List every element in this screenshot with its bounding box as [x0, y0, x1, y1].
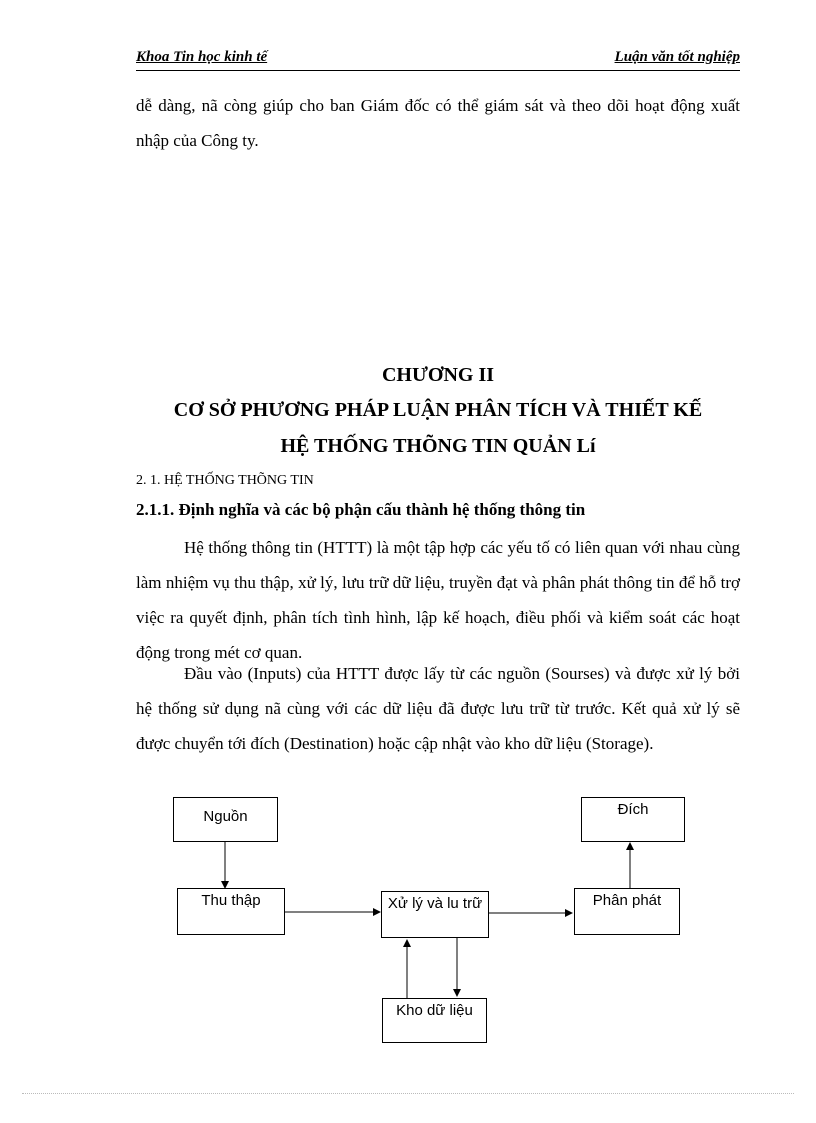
section-heading: 2. 1. HỆ THỐNG THÕNG TIN [136, 473, 314, 488]
box-source-label: Nguồn [203, 808, 248, 825]
box-process-label: Xử lý và lu trữ [387, 895, 483, 912]
box-process [381, 891, 489, 938]
header-thesis: Luận văn tốt nghiệp [614, 49, 740, 65]
box-distribute [574, 888, 680, 935]
box-storage [382, 998, 487, 1043]
paragraph-definition: Hệ thống thông tin (HTTT) là một tập hợp các yếu tố có liên quan với nhau cùng làm nhiệm vụ thu thập, xử lý, lưu trữ dữ liệu, truyền đạt và phân phát thông tin để hỗ trợ việc ra quyết định, phân tích tình hình, lập kế hoạch, điều phối và kiểm soát các hoạt động trong mét cơ quan. [136, 538, 740, 662]
intro-paragraph: dễ dàng, nã còng giúp cho ban Giám đốc có thể giám sát và theo dõi hoạt động xuất nhập của Công ty. [136, 96, 740, 150]
box-source [173, 797, 278, 842]
box-collect-label: Thu thập [201, 892, 261, 909]
chapter-number: CHƯƠNG II [381, 364, 495, 386]
box-storage-label: Kho dữ liệu [396, 1002, 473, 1019]
box-distribute-label: Phân phát [592, 892, 662, 909]
header-faculty: Khoa Tin học kinh tế [136, 49, 268, 65]
paragraph-inputs: Đầu vào (Inputs) của HTTT được lấy từ các nguồn (Sourses) và được xử lý bởi hệ thống sử dụng nã cùng với các dữ liệu đã được lưu trữ từ trước. Kết quả xử lý sẽ được chuyển tới đích (Destination) hoặc cập nhật vào kho dữ liệu (Storage). [136, 664, 740, 753]
subsection-heading: 2.1.1. Định nghĩa và các bộ phận cấu thành hệ thống thông tin [136, 500, 586, 519]
page-bottom-divider [22, 1093, 794, 1094]
box-destination-label: Đích [617, 801, 649, 818]
chapter-title-line1: CƠ SỞ PHƯƠNG PHÁP LUẬN PHÂN TÍCH VÀ THIẾT KẾ [173, 399, 703, 421]
box-collect [177, 888, 285, 935]
chapter-title-line2: HỆ THỐNG THÕNG TIN QUẢN Lí [280, 435, 596, 457]
box-destination [581, 797, 685, 842]
